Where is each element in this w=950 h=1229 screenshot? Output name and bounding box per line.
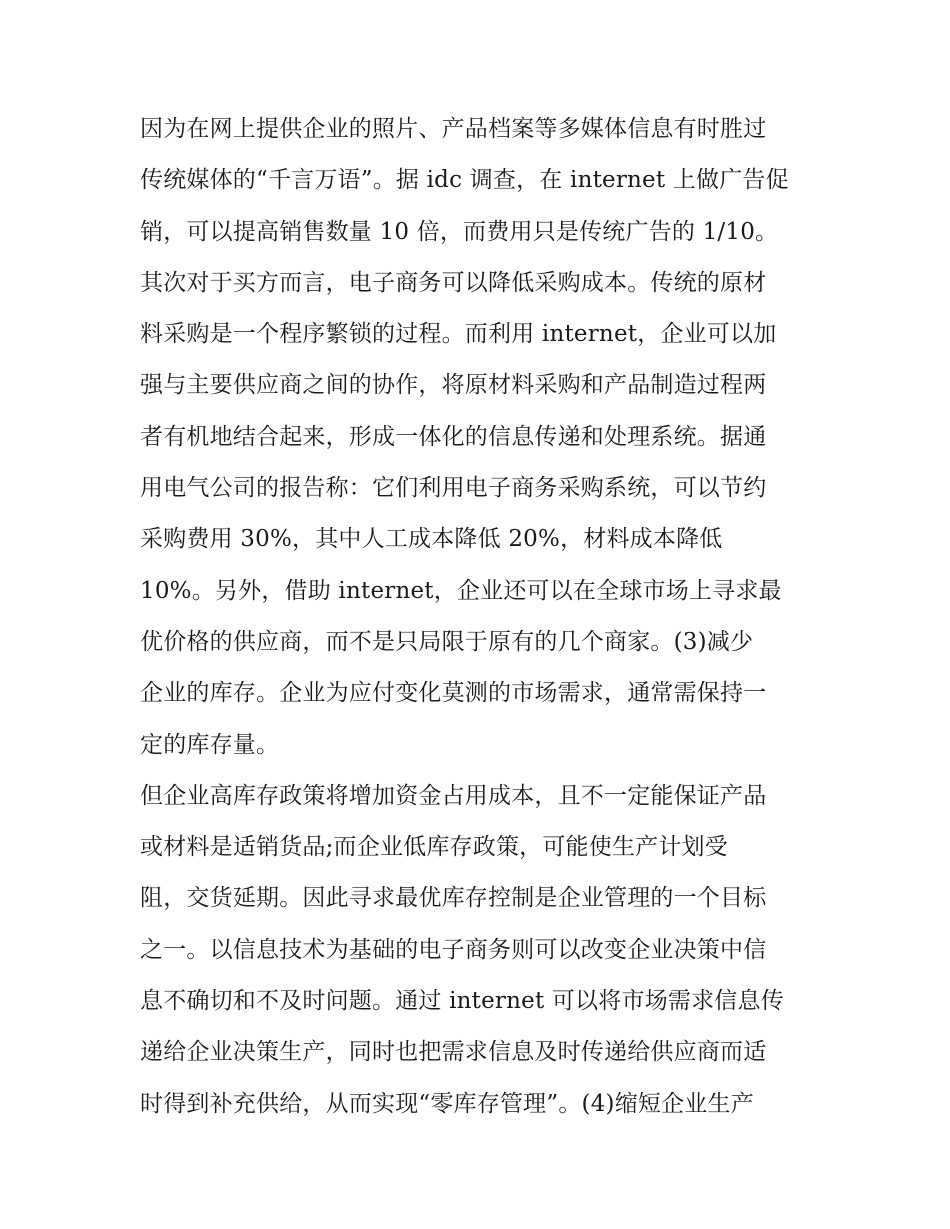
text-line: 料采购是一个程序繁锁的过程。而利用 internet，企业可以加 xyxy=(140,321,777,348)
text-line: 10%。另外，借助 internet，企业还可以在全球市场上寻求最 xyxy=(140,577,782,604)
text-line: 传统媒体的“千言万语”。据 idc 调查，在 internet 上做广告促 xyxy=(140,167,789,194)
text-line: 定的库存量。 xyxy=(140,731,280,758)
text-line: 企业的库存。企业为应付变化莫测的市场需求，通常需保持一 xyxy=(140,680,767,707)
text-line: 息不确切和不及时问题。通过 internet 可以将市场需求信息传 xyxy=(140,988,784,1015)
text-line: 用电气公司的报告称：它们利用电子商务采购系统，可以节约 xyxy=(140,475,767,502)
text-line: 其次对于买方而言，电子商务可以降低采购成本。传统的原材 xyxy=(140,269,767,296)
text-line: 者有机地结合起来，形成一体化的信息传递和处理系统。据通 xyxy=(140,423,767,450)
text-line: 强与主要供应商之间的协作，将原材料采购和产品制造过程两 xyxy=(140,372,767,399)
text-line: 递给企业决策生产，同时也把需求信息及时传递给供应商而适 xyxy=(140,1039,767,1066)
text-line: 时得到补充供给，从而实现“零库存管理”。(4)缩短企业生产 xyxy=(140,1090,754,1117)
text-line: 采购费用 30%，其中人工成本降低 20%，材料成本降低 xyxy=(140,526,723,553)
text-line: 销，可以提高销售数量 10 倍，而费用只是传统广告的 1/10。 xyxy=(140,218,779,245)
text-line: 或材料是适销货品;而企业低库存政策，可能使生产计划受 xyxy=(140,834,728,861)
body-text xyxy=(140,104,820,1130)
text-line: 因为在网上提供企业的照片、产品档案等多媒体信息有时胜过 xyxy=(140,116,767,142)
text-line: 阻，交货延期。因此寻求最优库存控制是企业管理的一个目标 xyxy=(140,885,767,912)
text-line: 优价格的供应商，而不是只局限于原有的几个商家。(3)减少 xyxy=(140,628,754,655)
text-line: 之一。以信息技术为基础的电子商务则可以改变企业决策中信 xyxy=(140,936,767,963)
text-line: 但企业高库存政策将增加资金占用成本，且不一定能保证产品 xyxy=(140,782,767,809)
